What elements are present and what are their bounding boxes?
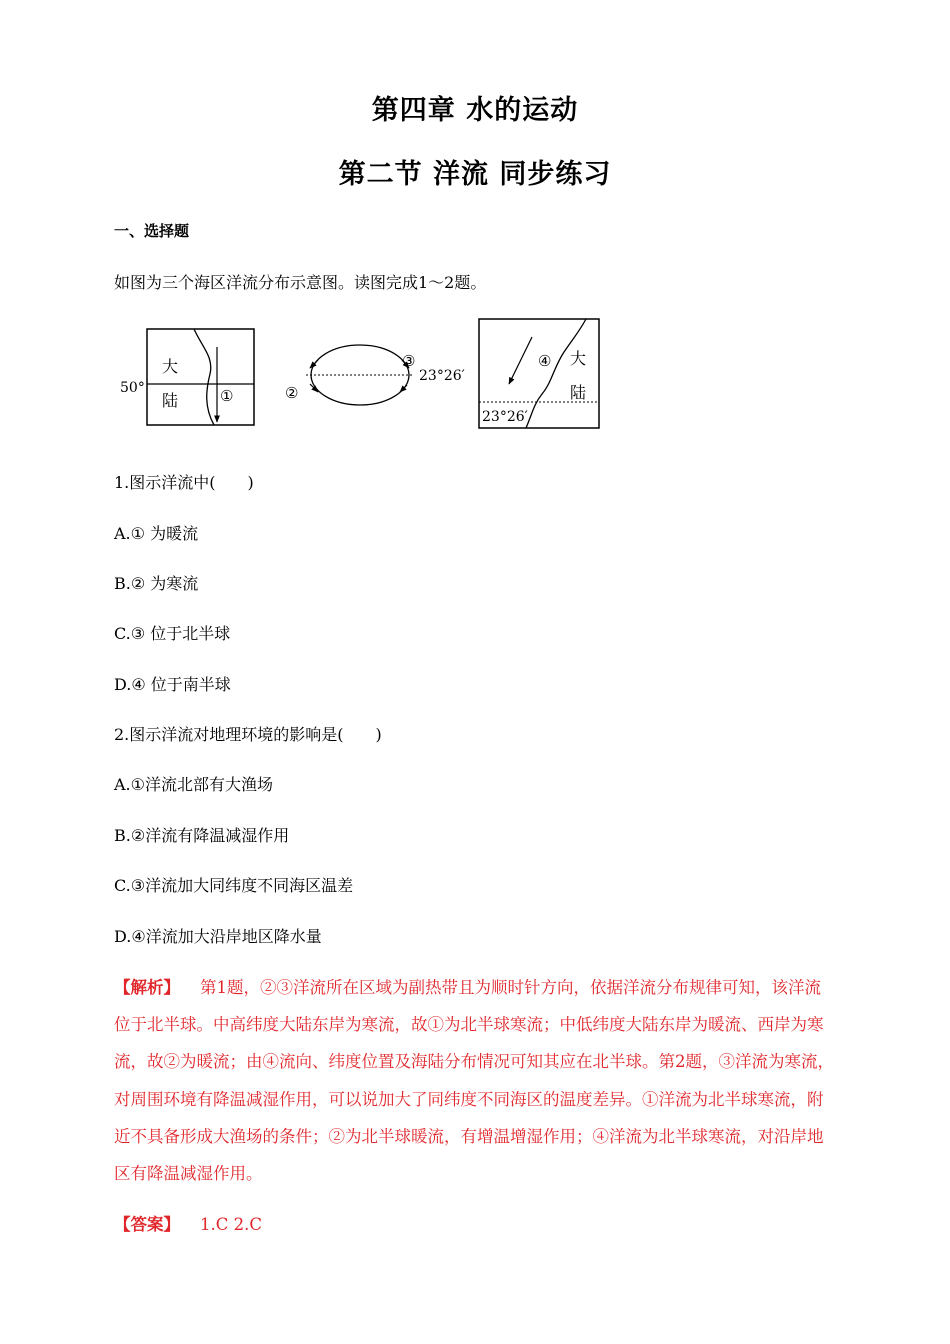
fig1-coastline [194,329,214,425]
fig3-current-arrow [509,337,532,384]
fig3-current-label: ④ [538,352,552,370]
question-2-stem: 2.图示洋流对地理环境的影响是( ) [114,725,382,744]
chapter-title: 第四章 水的运动 [371,95,579,126]
fig1-frame [147,329,254,425]
figure-1 [120,329,254,425]
question-2-option-c: C.③洋流加大同纬度不同海区温差 [114,876,354,895]
question-2-option-a: A.①洋流北部有大渔场 [114,775,273,794]
answer-text: 1.C 2.C [200,1215,262,1234]
fig2-left-label: ② [285,384,299,402]
analysis-line-4: 对周围环境有降温减湿作用，可以说加大了同纬度不同海区的温度差异。①洋流为北半球寒流，附 [114,1090,824,1109]
fig2-right-label: ③ [402,352,416,370]
section-title: 第二节 洋流 同步练习 [338,159,612,190]
analysis-line-1 [114,974,821,998]
fig3-land-label-2: 陆 [570,383,587,402]
figure-3 [479,319,599,428]
fig2-arrow-se [400,385,407,392]
question-1-option-a: A.① 为暖流 [114,524,199,543]
fig1-land-label-1: 大 [162,357,179,376]
section-heading: 一、选择题 [114,222,190,240]
fig1-land-label-2: 陆 [162,391,179,410]
intro-text: 如图为三个海区洋流分布示意图。读图完成1～2题。 [114,273,487,292]
analysis-tag: 【解析】 [114,978,180,997]
question-2-option-d: D.④洋流加大沿岸地区降水量 [114,927,322,946]
fig3-lat-label: 23°26′ [482,409,528,425]
analysis-line-3: 流，故②为暖流；由④流向、纬度位置及海陆分布情况可知其应在北半球。第2题，③洋流为寒流， [114,1052,834,1071]
ocean-current-figure [114,312,614,437]
answer-line [114,1211,262,1235]
question-1-stem: 1.图示洋流中( ) [114,473,254,492]
fig2-arrow-nw [310,360,318,368]
figure-2 [285,345,465,405]
question-2-option-b: B.②洋流有降温减湿作用 [114,826,290,845]
fig1-lat-label: 50° [120,380,145,396]
fig3-coastline [526,319,586,428]
analysis-line-5: 近不具备形成大渔场的条件；②为北半球暖流，有增温增湿作用；④洋流为北半球寒流，对沿岸地 [114,1127,824,1146]
question-1-option-c: C.③ 位于北半球 [114,624,231,643]
fig1-current-label: ① [220,387,234,405]
fig3-land-label-1: 大 [570,349,587,368]
question-1-option-b: B.② 为寒流 [114,574,199,593]
answer-tag: 【答案】 [114,1215,180,1234]
analysis-line-2: 位于北半球。中高纬度大陆东岸为寒流，故①为北半球寒流；中低纬度大陆东岸为暖流、西岸为寒 [114,1015,824,1034]
analysis-line-6: 区有降温减湿作用。 [114,1164,263,1183]
analysis-text-1: 第1题，②③洋流所在区域为副热带且为顺时针方向，依据洋流分布规律可知，该洋流 [200,978,821,997]
fig2-lat-label: 23°26′ [419,368,465,384]
question-1-option-d: D.④ 位于南半球 [114,675,231,694]
